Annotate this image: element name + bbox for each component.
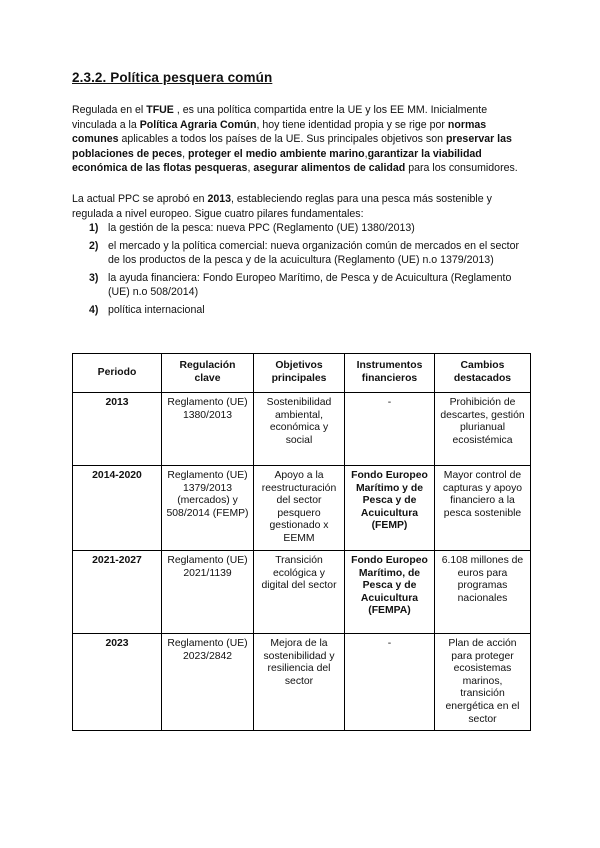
cell-cambios: 6.108 millones de euros para programas nacionales (435, 551, 531, 634)
table-row (73, 393, 531, 466)
intro-bold: proteger el medio ambiente marino (188, 147, 365, 160)
ppc-bold: 2013 (207, 193, 232, 205)
cell-periodo: 2023 (73, 634, 162, 731)
cell-regulacion: Reglamento (UE) 1380/2013 (162, 393, 254, 466)
intro-bold: Política Agraria Común (139, 118, 257, 131)
ppc-table (72, 353, 531, 731)
pillars-list (72, 221, 522, 321)
intro-text: , hoy tiene identidad propia y se rige por (256, 118, 448, 131)
header-regulacion: Regulación clave (162, 354, 254, 393)
header-cambios: Cambios destacados (435, 354, 531, 393)
intro-text: , es una política compartida entre la UE y los EE MM. Inicialmente vinculada a la (72, 104, 488, 131)
table-row (73, 551, 531, 634)
list-text: la gestión de la pesca: nueva PPC (Reglamento (UE) 1380/2013) (108, 222, 415, 234)
list-item (72, 221, 522, 236)
cell-instrumentos: - (345, 634, 435, 731)
cell-regulacion: Reglamento (UE) 2023/2842 (162, 634, 254, 731)
cell-objetivos: Mejora de la sostenibilidad y resiliencia del sector (254, 634, 345, 731)
intro-text: para los consumidores. (405, 162, 518, 175)
intro-bold: asegurar alimentos de calidad (253, 162, 406, 175)
cell-regulacion: Reglamento (UE) 2021/1139 (162, 551, 254, 634)
list-number: 3) (89, 271, 99, 284)
ppc-text: , estableciendo reglas para una pesca más sostenible y regulada a nivel europeo. Sigue cuatro pilares fundamentales: (72, 193, 492, 220)
table-row (73, 634, 531, 731)
cell-objetivos: Apoyo a la reestructuración del sector pesquero gestionado x EEMM (254, 466, 345, 551)
intro-text: , (364, 147, 368, 160)
ppc-paragraph (72, 192, 530, 221)
list-text: el mercado y la política comercial: nueva organización común de mercados en el sector de los productos de la pesca y de la acuicultura (Reglamento (UE) n.o 1379/2013) (108, 239, 520, 267)
cell-periodo: 2014-2020 (73, 466, 162, 551)
cell-instrumentos: Fondo Europeo Marítimo, de Pesca y de Acuicultura (FEMPA) (345, 551, 435, 634)
cell-cambios: Plan de acción para proteger ecosistemas marinos, transición energética en el sector (435, 634, 531, 731)
header-periodo: Periodo (73, 354, 162, 393)
cell-periodo: 2013 (73, 393, 162, 466)
list-number: 4) (89, 303, 99, 316)
list-text: política internacional (108, 303, 205, 316)
intro-paragraph (72, 103, 530, 176)
cell-regulacion: Reglamento (UE) 1379/2013 (mercados) y 508/2014 (FEMP) (162, 466, 254, 551)
cell-cambios: Prohibición de descartes, gestión plurianual ecosistémica (435, 393, 531, 466)
list-item (72, 239, 522, 268)
list-number: 1) (89, 222, 99, 234)
cell-cambios: Mayor control de capturas y apoyo financiero a la pesca sostenible (435, 466, 531, 551)
cell-periodo: 2021-2027 (73, 551, 162, 634)
cell-instrumentos: - (345, 393, 435, 466)
cell-objetivos: Sostenibilidad ambiental, económica y social (254, 393, 345, 466)
header-objetivos: Objetivos principales (254, 354, 345, 393)
intro-text: aplicables a todos los países de la UE. Sus principales objetivos son (118, 133, 446, 146)
ppc-text: La actual PPC se aprobó en (72, 193, 208, 205)
table-row (73, 466, 531, 551)
header-instrumentos: Instrumentos financieros (345, 354, 435, 393)
cell-objetivos: Transición ecológica y digital del sector (254, 551, 345, 634)
list-text: la ayuda financiera: Fondo Europeo Marítimo, de Pesca y de Acuicultura (Reglamento (UE) n.o 508/2014) (108, 271, 512, 299)
intro-bold: garantizar la viabilidad económica de las flotas pesqueras (72, 147, 482, 175)
list-item (72, 271, 522, 300)
list-number: 2) (89, 239, 99, 252)
intro-text: , (182, 147, 188, 160)
intro-bold: normas comunes (72, 118, 487, 146)
section-title: 2.3.2. Política pesquera común (72, 70, 273, 85)
list-item (72, 303, 522, 318)
intro-text: , (247, 162, 254, 175)
cell-instrumentos: Fondo Europeo Marítimo y de Pesca y de Acuicultura (FEMP) (345, 466, 435, 551)
intro-bold: TFUE (146, 104, 174, 116)
table-header-row (73, 354, 531, 393)
intro-bold: preservar las poblaciones de peces (72, 133, 512, 160)
intro-text: Regulada en el (72, 104, 147, 116)
